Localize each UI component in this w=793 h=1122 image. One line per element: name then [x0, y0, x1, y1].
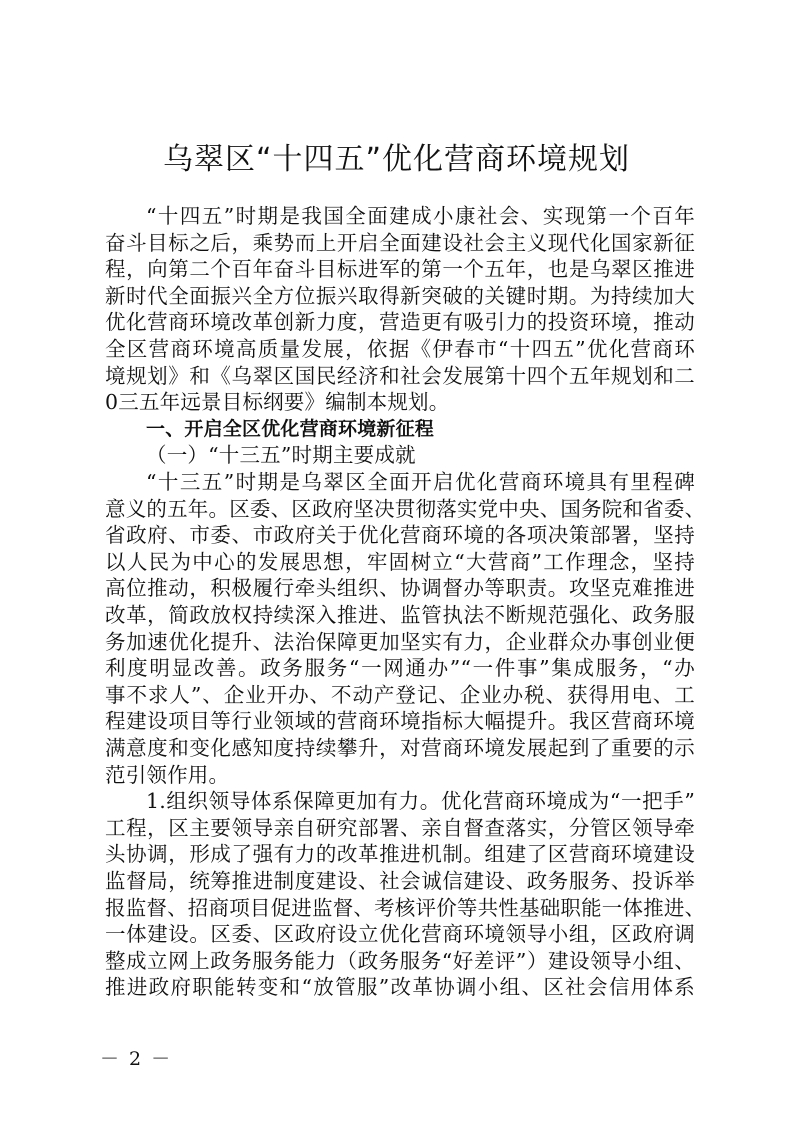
body-line: 事不求人”、企业开办、不动产登记、企业办税、获得用电、工: [105, 683, 695, 707]
body-line: 报监督、招商项目促进监督、考核评价等共性基础职能一体推进、: [105, 896, 706, 920]
body-line: 利度明显改善。政务服务“一网通办”“一件事”集成服务，“办: [105, 656, 695, 680]
body-line: 工程，区主要领导亲自研究部署、亲自督查落实，分管区领导牵: [105, 816, 695, 840]
body-line: 1.组织领导体系保障更加有力。优化营商环境成为“一把手”: [146, 789, 695, 813]
body-line: 0三五年远景目标纲要》编制本规划。: [105, 390, 450, 414]
subsection-heading: （一）“十三五”时期主要成就: [146, 443, 416, 467]
body-line: “十三五”时期是乌翠区全面开启优化营商环境具有里程碑: [146, 470, 695, 494]
body-line: 奋斗目标之后，乘势而上开启全面建设社会主义现代化国家新征: [105, 231, 695, 255]
body-line: 监督局，统筹推进制度建设、社会诚信建设、政务服务、投诉举: [105, 869, 695, 893]
body-line: 以人民为中心的发展思想，牢固树立“大营商”工作理念，坚持: [105, 550, 695, 574]
body-line: 优化营商环境改革创新力度，营造更有吸引力的投资环境，推动: [105, 310, 695, 334]
body-line: 境规划》和《乌翠区国民经济和社会发展第十四个五年规划和二: [105, 364, 695, 388]
body-line: 全区营商环境高质量发展，依据《伊春市“十四五”优化营商环: [105, 337, 695, 361]
body-line: 高位推动，积极履行牵头组织、协调督办等职责。攻坚克难推进: [105, 576, 695, 600]
body-line: 省政府、市委、市政府关于优化营商环境的各项决策部署，坚持: [105, 523, 695, 547]
document-title: 乌翠区“十四五”优化营商环境规划: [162, 142, 631, 177]
body-line: 范引领作用。: [105, 763, 230, 787]
body-line: 新时代全面振兴全方位振兴取得新突破的关键时期。为持续加大: [105, 284, 695, 308]
body-line: 务加速优化提升、法治保障更加坚实有力，企业群众办事创业便: [105, 630, 695, 654]
page-number: － 2 －: [100, 1048, 173, 1070]
body-line: 整成立网上政务服务能力（政务服务“好差评”）建设领导小组、: [105, 949, 695, 973]
section-heading: 一、开启全区优化营商环境新征程: [146, 418, 435, 440]
body-line: 改革，简政放权持续深入推进、监管执法不断规范强化、政务服: [105, 603, 695, 627]
body-line: “十四五”时期是我国全面建成小康社会、实现第一个百年: [146, 204, 695, 228]
body-line: 意义的五年。区委、区政府坚决贯彻落实党中央、国务院和省委、: [105, 497, 706, 521]
body-line: 头协调，形成了强有力的改革推进机制。组建了区营商环境建设: [105, 842, 695, 866]
body-line: 一体建设。区委、区政府设立优化营商环境领导小组，区政府调: [105, 922, 695, 946]
body-line: 推进政府职能转变和“放管服”改革协调小组、区社会信用体系: [105, 975, 695, 999]
body-line: 满意度和变化感知度持续攀升，对营商环境发展起到了重要的示: [105, 736, 695, 760]
body-line: 程建设项目等行业领域的营商环境指标大幅提升。我区营商环境: [105, 709, 695, 733]
body-line: 程，向第二个百年奋斗目标进军的第一个五年，也是乌翠区推进: [105, 257, 695, 281]
